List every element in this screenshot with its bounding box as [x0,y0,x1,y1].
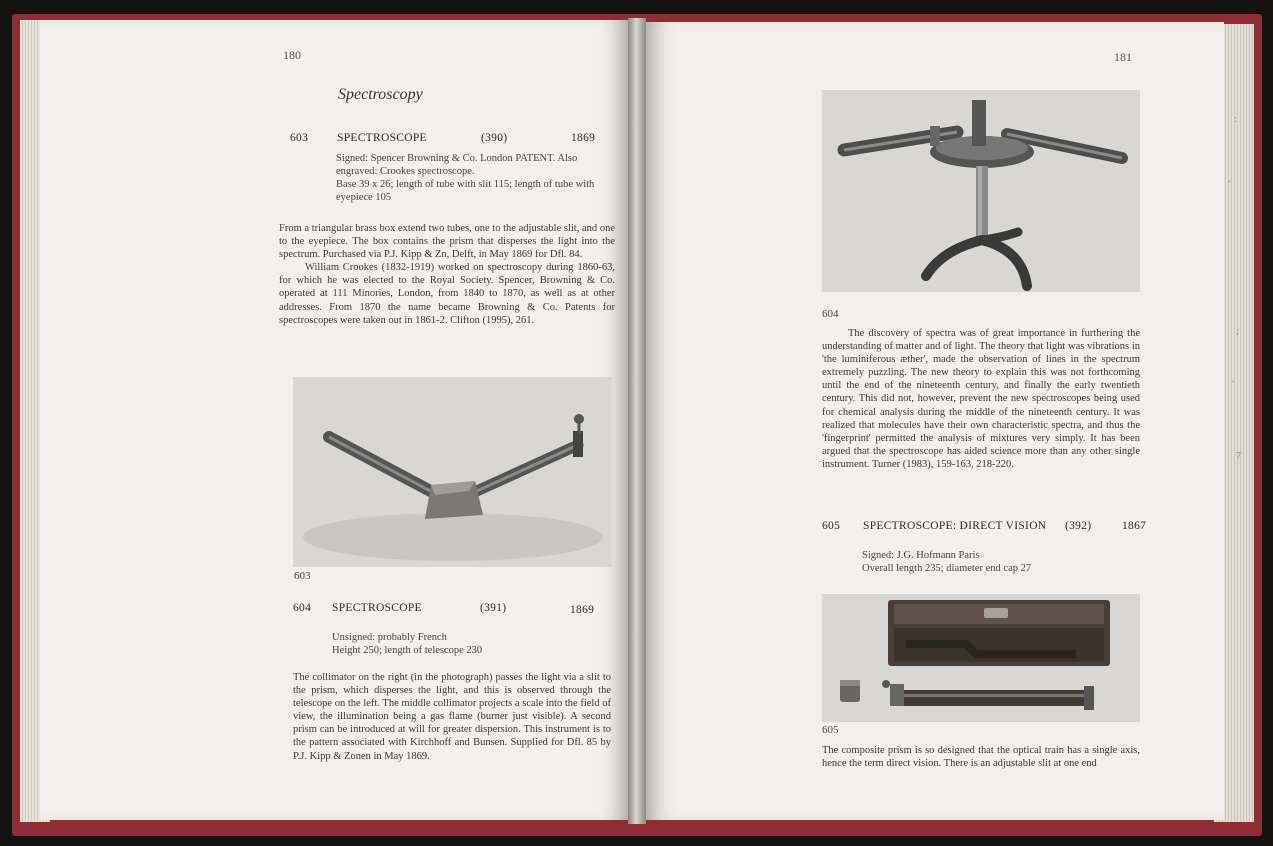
book-gutter [628,18,646,824]
entry-605-year: 1867 [1122,520,1147,532]
entry-605-ref: (392) [1065,520,1092,532]
section-title: Spectroscopy [338,86,423,103]
edge-mark: . [1228,174,1231,185]
entry-604-ref: (391) [480,602,507,614]
meta-line: Base 39 x 26; length of tube with slit 115; length of tube with [336,179,595,190]
meta-line: eyepiece 105 [336,192,392,203]
entry-604-meta [332,631,632,657]
paragraph: William Crookes (1832-1919) worked on spectroscopy during 1860-63, for which he was elected to the Royal Society. Spencer, Browning & Co. operated at 111 Minories, London, from 1840 to 1870, as well as at other addresses. From 1870 the name became Browning & Co. Patents for spectroscopes were taken out in 1861-2. Clifton (1995), 261. [279,262,615,326]
photo-604-spectroscope [822,90,1140,292]
photo-605-direct-vision-spectroscope [822,594,1140,722]
entry-603-meta [336,152,636,204]
meta-line: Signed: Spencer Browning & Co. London PATENT. Also [336,153,578,164]
entry-603-ref: (390) [481,132,508,144]
paragraph: The collimator on the right (in the photograph) passes the light via a slit to the prism, which disperses the light, and this is observed through the telescope on the left. The middle collimator projects a scale into the field of view, the illumination being a gas flame (burner just visible). A second prism can be introduced at will for greater dispersion. This instrument is to the pattern associated with Kirchhoff and Bunsen. Supplied for Dfl. 85 by P.J. Kipp & Zonen in May 1869. [293,672,611,762]
edge-mark: . [1232,374,1235,385]
right-page [644,22,1224,820]
meta-line: Unsigned: probably French [332,632,447,643]
meta-line: Height 250; length of telescope 230 [332,645,483,656]
caption-603: 603 [294,570,311,582]
entry-603-number: 603 [290,132,309,144]
paragraph-604 [293,671,611,763]
page-number-right: 181 [1114,50,1132,64]
entry-604-year: 1869 [570,604,595,616]
paragraph-603 [279,222,615,327]
left-page [40,20,630,820]
caption-604: 604 [822,308,839,320]
entry-605-title: SPECTROSCOPE: DIRECT VISION [863,520,1047,532]
entry-605-meta [862,549,1142,575]
entry-603-title: SPECTROSCOPE [337,132,427,144]
meta-line: Overall length 235; diameter end cap 27 [862,563,1032,574]
paragraph: From a triangular brass box extend two tubes, one to the adjustable slit, and one to the eyepiece. The box contains the prism that disperses the light into the spectrum. Purchased via P.J. Kipp & Zn, Delft, in May 1869 for Dfl. 84. [279,223,615,261]
entry-604-title: SPECTROSCOPE [332,602,422,614]
meta-line: engraved: Crookes spectroscope. [336,166,475,177]
entry-604-number: 604 [293,602,312,614]
page-number-left: 180 [283,48,301,62]
paragraph: The composite prism is so designed that the optical train has a single axis, hence the term direct vision. There is an adjustable slit at one end [822,745,1140,770]
entry-603-year: 1869 [571,132,596,144]
paragraph-604-continued [822,327,1140,471]
meta-line: Signed: J.G. Hofmann Paris [862,550,980,561]
photo-603-spectroscope [293,377,612,567]
paragraph: The discovery of spectra was of great importance in furthering the understanding of matter and of light. The theory that light was vibrations in 'the luminiferous æther', made the observation of lines in the spectrum extremely puzzling. The new theory to explain this was not forthcoming until the end of the nineteenth century, and finally the early twentieth century. This did not, however, prevent the new spectroscopes being used for chemical analysis during the middle of the nineteenth century. It was realized that molecules have their own characteristic spectra, and thus the 'fingerprint' permitted the analysis of mixtures very simply. It has been argued that the spectroscope has aided science more than any other single instrument. Turner (1983), 159-163, 218-220. [822,328,1140,470]
entry-605-number: 605 [822,520,841,532]
caption-605: 605 [822,724,839,736]
edge-mark: : [1234,114,1237,125]
edge-mark: 7 [1236,451,1241,462]
paragraph-605 [822,744,1140,770]
edge-mark: ; [1236,326,1239,337]
